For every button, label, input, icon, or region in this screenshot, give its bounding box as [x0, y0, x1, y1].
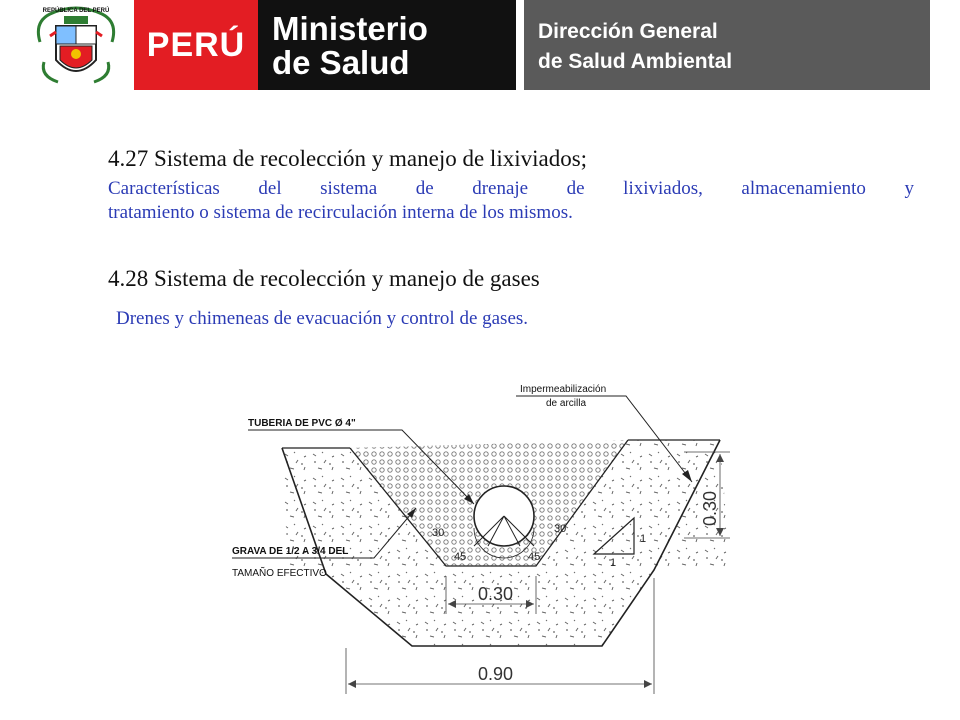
ministry-label — [258, 0, 516, 90]
liner-label-line-1: Impermeabilización — [520, 384, 607, 395]
national-crest-icon — [30, 2, 122, 90]
angle-30-right: 30 — [554, 523, 567, 535]
gravel-label-line-1: GRAVA DE 1/2 A 3/4 DEL — [232, 546, 349, 557]
slope-label-vertical: 1 — [640, 533, 647, 545]
dim-bottom-width: 0.30 — [478, 584, 514, 604]
ministry-line-2: de Salud — [272, 44, 410, 81]
crest-text: REPÚBLICA DEL PERÚ — [42, 8, 110, 14]
angle-45-left: 45 — [454, 551, 467, 563]
dim-top-width: 0.90 — [478, 664, 514, 684]
directorate-line-1: Dirección General — [538, 20, 718, 43]
header-banner — [0, 0, 960, 92]
country-label: PERÚ — [134, 0, 258, 90]
section-4-27-body-line-2: tratamiento o sistema de recirculación interna de los mismos. — [108, 202, 573, 223]
angle-45-right: 45 — [528, 551, 541, 563]
slope-label-horizontal: 1 — [610, 557, 617, 569]
angle-30-left: 30 — [432, 527, 445, 539]
section-4-27-body-line-1: Características del sistema de drenaje de lixiviados, almacenamiento y — [108, 178, 914, 199]
section-4-28-heading: 4.28 Sistema de recolección y manejo de gases — [108, 266, 540, 291]
pipe-label: TUBERIA DE PVC Ø 4" — [248, 418, 356, 429]
section-4-27-heading: 4.27 Sistema de recolección y manejo de lixiviados; — [108, 146, 588, 171]
ministry-line-1: Ministerio — [272, 10, 428, 47]
dim-depth: 0.30 — [700, 490, 720, 526]
section-4-28-body: Drenes y chimeneas de evacuación y control de gases. — [116, 308, 529, 329]
liner-label-line-2: de arcilla — [546, 398, 587, 409]
directorate-label — [524, 0, 930, 90]
directorate-line-2: de Salud Ambiental — [538, 50, 733, 73]
drain-cross-section-diagram — [226, 378, 746, 714]
gravel-label-line-2: TAMAÑO EFECTIVO — [232, 568, 327, 579]
